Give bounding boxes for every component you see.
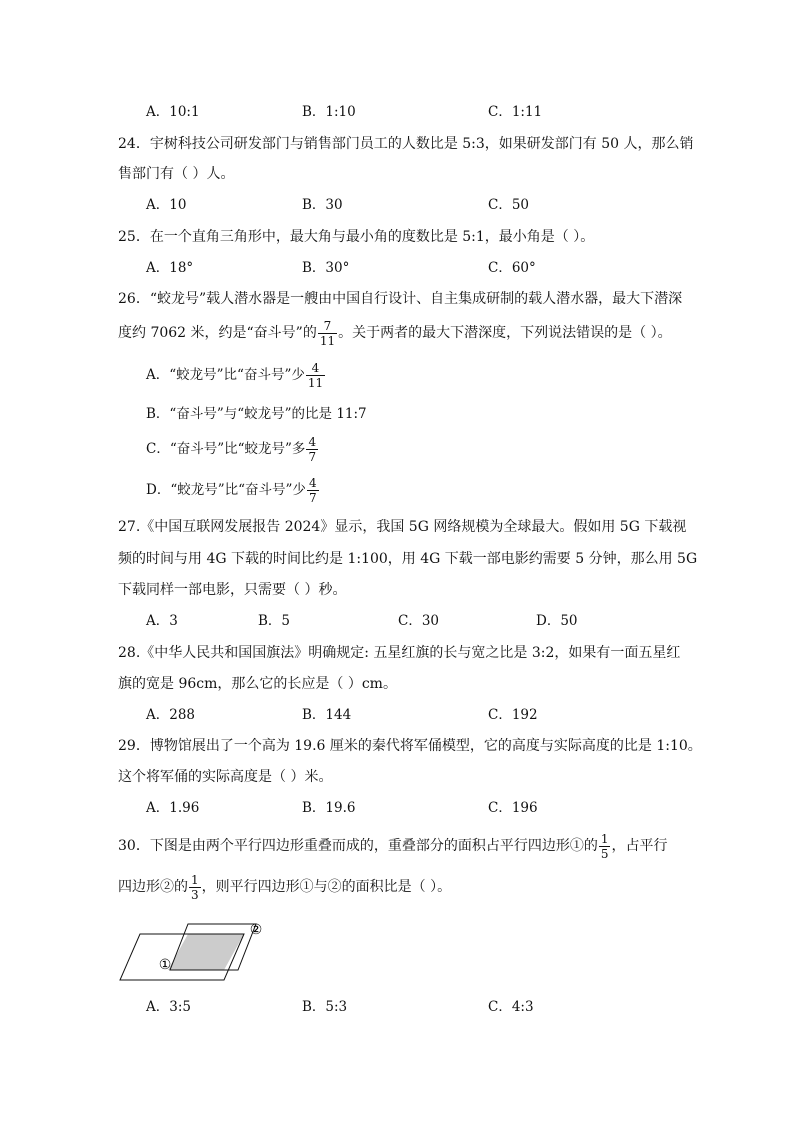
q23-option-a[interactable]: A．10:1 bbox=[146, 104, 200, 120]
q28-stem-line1: 28.《中华人民共和国国旗法》明确规定: 五星红旗的长与宽之比是 3:2，如果有一面五星红 bbox=[118, 645, 681, 661]
q30-stem-line2 bbox=[118, 869, 451, 905]
fraction-denominator: 7 bbox=[308, 450, 317, 464]
fraction-numerator: 4 bbox=[308, 476, 317, 490]
q26-stem-line2-pre: 度约 7062 米，约是“奋斗号”的 bbox=[118, 325, 317, 341]
fraction-numerator: 4 bbox=[311, 361, 320, 375]
q27-stem-line2: 频的时间与用 4G 下载的时间比约是 1:100，用 4G 下载一部电影约需要 5 分钟，那么用 5G bbox=[118, 551, 698, 567]
q29-stem-line2: 这个将军俑的实际高度是（ ）米。 bbox=[118, 769, 333, 785]
fraction-denominator: 11 bbox=[307, 376, 324, 390]
q26-option-d[interactable] bbox=[146, 472, 320, 508]
q24-option-a[interactable]: A．10 bbox=[146, 197, 187, 213]
q30-option-c[interactable]: C．4:3 bbox=[488, 999, 534, 1015]
label-parallelogram-1: ① bbox=[158, 957, 172, 973]
q23-option-c[interactable]: C．1:11 bbox=[488, 104, 543, 120]
q26-fraction-7-11 bbox=[318, 319, 337, 348]
q27-stem-line1: 27.《中国互联网发展报告 2024》显示，我国 5G 网络规模为全球最大。假如用 5G 下载视 bbox=[118, 519, 687, 535]
label-parallelogram-2: ② bbox=[249, 922, 263, 938]
q30-stem-line1 bbox=[118, 828, 667, 864]
q26-option-c[interactable] bbox=[146, 431, 319, 467]
q30-fraction-1-3 bbox=[189, 873, 201, 902]
parallelograms-svg bbox=[118, 912, 278, 984]
fraction-numerator: 1 bbox=[600, 831, 609, 846]
fraction-denominator: 7 bbox=[308, 491, 317, 505]
q25-option-c[interactable]: C．60° bbox=[488, 260, 536, 276]
q30-fraction-1-5 bbox=[599, 832, 611, 861]
q27-stem-line3: 下载同样一部电影，只需要（ ）秒。 bbox=[118, 582, 347, 598]
overlapping-parallelograms-figure bbox=[118, 912, 278, 988]
q29-option-a[interactable]: A．1.96 bbox=[146, 800, 200, 816]
q26-stem-line1: 26．“蛟龙号”载人潜水器是一艘由中国自行设计、自主集成研制的载人潜水器，最大下潜深 bbox=[118, 291, 683, 307]
q26-option-d-fraction bbox=[307, 476, 319, 505]
q26-option-d-text: D．“蛟龙号”比“奋斗号”少 bbox=[146, 482, 306, 498]
q28-option-c[interactable]: C．192 bbox=[488, 707, 538, 723]
q28-stem-line2: 旗的宽是 96cm，那么它的长应是（ ）cm。 bbox=[118, 676, 397, 692]
q24-option-b[interactable]: B．30 bbox=[302, 197, 343, 213]
q24-option-c[interactable]: C．50 bbox=[488, 197, 530, 213]
q29-option-c[interactable]: C．196 bbox=[488, 800, 538, 816]
q30-stem-line1-post: ，占平行 bbox=[611, 838, 668, 854]
q29-option-b[interactable]: B．19.6 bbox=[302, 800, 356, 816]
q25-option-a[interactable]: A．18° bbox=[146, 260, 194, 276]
q26-option-a-text: A．“蛟龙号”比“奋斗号”少 bbox=[146, 367, 305, 383]
q30-stem-line2-post: ，则平行四边形①与②的面积比是（ ）。 bbox=[201, 879, 452, 895]
q25-stem: 25．在一个直角三角形中，最大角与最小角的度数比是 5:1，最小角是（ ）。 bbox=[118, 229, 595, 245]
fraction-denominator: 5 bbox=[600, 846, 609, 861]
q24-stem-line1: 24．宇树科技公司研发部门与销售部门员工的人数比是 5:3，如果研发部门有 50 人，那么销 bbox=[118, 136, 694, 152]
fraction-numerator: 7 bbox=[323, 318, 332, 333]
q28-option-a[interactable]: A．288 bbox=[146, 707, 196, 723]
fraction-numerator: 1 bbox=[191, 872, 199, 887]
fraction-denominator: 11 bbox=[319, 333, 336, 348]
q30-stem-line2-pre: 四边形②的 bbox=[118, 879, 188, 895]
q30-option-a[interactable]: A．3:5 bbox=[146, 999, 191, 1015]
fraction-denominator: 3 bbox=[191, 887, 199, 902]
q27-option-a[interactable]: A．3 bbox=[146, 613, 178, 629]
q27-option-b[interactable]: B．5 bbox=[258, 613, 291, 629]
q27-option-d[interactable]: D．50 bbox=[536, 613, 578, 629]
q26-option-c-fraction bbox=[306, 435, 318, 464]
q25-option-b[interactable]: B．30° bbox=[302, 260, 350, 276]
q26-option-a[interactable] bbox=[146, 357, 326, 393]
q26-option-b[interactable]: B．“奋斗号”与“蛟龙号”的比是 11:7 bbox=[146, 406, 367, 422]
q30-stem-line1-pre: 30．下图是由两个平行四边形重叠而成的，重叠部分的面积占平行四边形①的 bbox=[118, 838, 598, 854]
q26-option-c-text: C．“奋斗号”比“蛟龙号”多 bbox=[146, 441, 306, 457]
overlap-region bbox=[168, 934, 244, 970]
q26-stem-line2-post: 。关于两者的最大下潜深度，下列说法错误的是（ ）。 bbox=[338, 325, 672, 341]
q26-option-a-fraction bbox=[306, 361, 325, 390]
q28-option-b[interactable]: B．144 bbox=[302, 707, 352, 723]
q29-stem-line1: 29．博物馆展出了一个高为 19.6 厘米的秦代将军俑模型，它的高度与实际高度的比是 1:10。 bbox=[118, 738, 702, 754]
fraction-numerator: 4 bbox=[308, 435, 317, 449]
q30-option-b[interactable]: B．5:3 bbox=[302, 999, 348, 1015]
q27-option-c[interactable]: C．30 bbox=[398, 613, 440, 629]
q24-stem-line2: 售部门有（ ）人。 bbox=[118, 166, 235, 182]
q23-option-b[interactable]: B．1:10 bbox=[302, 104, 356, 120]
q26-stem-line2 bbox=[118, 316, 672, 350]
